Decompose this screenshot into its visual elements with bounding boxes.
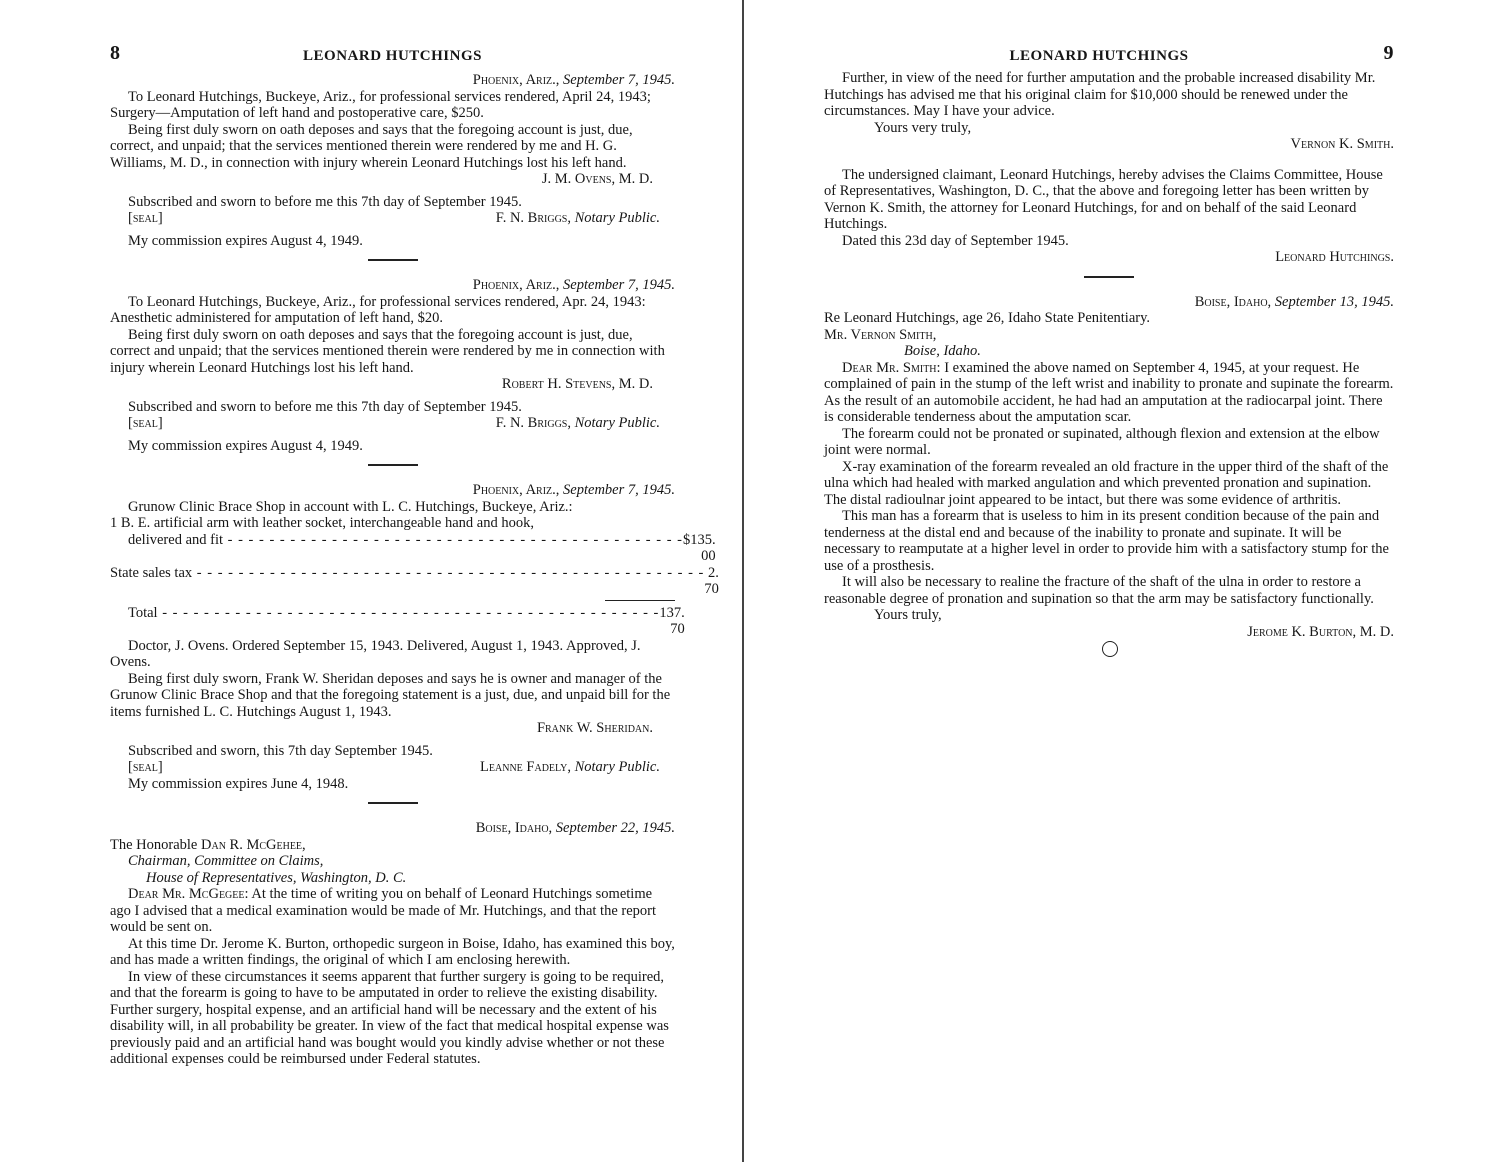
bill-item-label: delivered and fit [128,531,224,548]
notary-name: F. N. Briggs, [495,210,571,226]
bill-total-amount: 137. 70 [659,604,685,637]
dateline-place: Boise, Idaho, [1194,293,1272,310]
paragraph: Being first duly sworn on oath deposes and says that the foregoing account is just, due, correct, and unpaid; that the services mentioned therein were rendered by me and H. G. Williams, M. D., in connection with injury wherein Leonard Hutchings lost his left hand. [110,121,633,171]
paragraph: Further, in view of the need for further amputation and the probable increased disability Mr. Hutchings has advised me that his original claim for $10,000 should be renewed under the circumstances. May I have your advice. [824,70,1376,119]
section-divider [1084,276,1134,278]
dateline-date: September 22, 1945. [555,820,675,836]
paragraph: In view of these circumstances it seems apparent that further surgery is going to be required, and that the forearm is going to have to be amputated in order to relieve the existing disability. Further surgery, hospital expense, and an artificial hand will be necessary and the extent of his disability will, in all probability be greater. In view of the fact that medical hospital expense was previously paid and an artificial hand was bought would you kindly advise whether or not these additional expenses could be reimbursed under Federal statutes. [110,968,669,1067]
left-page-header [110,44,675,70]
addressee-prefix: The Honorable [110,836,198,853]
notary-title: Notary Public. [574,415,660,431]
salutation: Dear Mr. McGegee: [128,886,249,902]
left-page [0,0,742,1162]
dateline-place: Phoenix, Ariz., [472,277,560,293]
bill-tax-amount: 2. 70 [704,564,719,597]
signature: Leonard Hutchings. [1275,249,1394,265]
total-rule [605,600,675,601]
right-page-header [824,44,1394,70]
notary-name: F. N. Briggs, [495,415,571,431]
closing: Yours very truly, [874,119,972,136]
signature: Robert H. Stevens, M. D. [501,376,653,392]
paragraph: Being first duly sworn on oath deposes and says that the foregoing account is just, due, correct and unpaid; that the services mentioned therein were rendered by me in connection with injury wherein Leonard Hutchings lost his left hand. [110,326,665,376]
running-head: LEONARD HUTCHINGS [303,48,482,64]
paragraph-text: At the time of writing you on behalf of Leonard Hutchings sometime ago I advised that a medical examination would be made of Mr. Hutchings, and that the report would be sent on. [110,886,657,935]
paragraph: This man has a forearm that is useless to him in its present condition because of the pain and tenderness at the distal end and because of the inability to pronate and supinate. It will be necessary to reamputate at a higher level in order to provide him with a satisfactory stump for the use of a prosthesis. [824,508,1389,574]
paragraph: To Leonard Hutchings, Buckeye, Ariz., for professional services rendered, Apr. 24, 1943: Anesthetic administered for amputation of left hand, $20. [110,293,646,326]
addressee-line: Chairman, Committee on Claims, [128,853,324,869]
notary-row [128,759,675,776]
paragraph [824,360,1394,426]
salutation: Dear Mr. Smith: [842,359,941,376]
section-divider [368,259,418,261]
signature: Vernon K. Smith. [1290,136,1394,152]
notary-title: Notary Public. [574,759,660,775]
bill-item-label: 1 B. E. artificial arm with leather socket, interchangeable hand and hook, [110,515,534,531]
re-line: Re Leonard Hutchings, age 26, Idaho State Penitentiary. [824,310,1151,326]
dated-line: Dated this 23d day of September 1945. [842,232,1069,249]
commission-line: My commission expires August 4, 1949. [128,232,363,249]
notary-row [128,210,675,227]
dateline [110,277,675,294]
addressee-name: Dan R. McGehee, [201,836,306,853]
paragraph: X-ray examination of the forearm revealed an old fracture in the upper third of the shaft of the ulna which had healed with marked angulation and which prevented pronation and supination. The distal radioulnar joint appeared to be intact, but there was some evidence of arthritis. [824,458,1389,508]
bill-total: Total - - - - - - - - - - - - - - - - - - - - - - - - - - - - - - - - - - - - - - - - - - - - - - - - 137. 70 [128,604,685,637]
notary-row [128,415,675,432]
paragraph: The forearm could not be pronated or supinated, although flexion and extension at the elbow joint were normal. [824,425,1380,458]
signature: J. M. Ovens, M. D. [541,171,653,187]
seal: [seal] [128,759,163,775]
circle-mark-icon [1102,641,1118,657]
bill-item-amount: $135. 00 [682,531,716,564]
paragraph: It will also be necessary to realine the fracture of the shaft of the ulna in order to restore a reasonable degree of pronation and supination so that the arm may be satisfactory functionally. [824,574,1374,607]
dateline [110,482,675,499]
dateline-place: Boise, Idaho, [475,820,553,836]
dateline-date: September 7, 1945. [563,72,675,88]
bill-total-label: Total [128,604,158,621]
closing: Yours truly, [874,607,942,623]
paragraph: The undersigned claimant, Leonard Hutchings, hereby advises the Claims Committee, House of Representatives, Washington, D. C., that the above and foregoing letter has been written by Vernon K. Smith, the attorney for Leonard Hutchings, for and on behalf of the said Leonard Hutchings. [824,166,1383,232]
paragraph: At this time Dr. Jerome K. Burton, orthopedic surgeon in Boise, Idaho, has examined this boy, and has made a written findings, the original of which I am enclosing herewith. [110,935,675,968]
right-page-content [824,44,1394,640]
page-number: 8 [110,42,121,64]
paragraph [110,886,675,936]
seal: [seal] [128,210,163,226]
dateline-place: Phoenix, Ariz., [472,482,560,498]
dateline-date: September 7, 1945. [563,277,675,293]
section-divider [368,464,418,466]
dateline-date: September 13, 1945. [1274,293,1394,310]
left-page-content [110,42,719,1068]
commission-line: My commission expires August 4, 1949. [128,437,363,454]
notary-name: Leanne Fadely, [480,759,571,775]
paragraph: Being first duly sworn, Frank W. Sheridan deposes and says he is owner and manager of the Grunow Clinic Brace Shop and that the foregoing statement is a just, due, and unpaid bill for the items furnished L. C. Hutchings August 1, 1943. [110,670,671,720]
paragraph: Doctor, J. Ovens. Ordered September 15, 1943. Delivered, August 1, 1943. Approved, J. Ovens. [110,637,641,670]
paragraph: Grunow Clinic Brace Shop in account with L. C. Hutchings, Buckeye, Ariz.: [128,498,573,515]
dateline [824,294,1394,311]
addressee-line [110,837,675,854]
seal: [seal] [128,415,163,431]
subscribed-line: Subscribed and sworn to before me this 7th day of September 1945. [128,398,522,415]
section-divider [368,802,418,804]
signature: Frank W. Sheridan. [536,720,653,736]
dateline [110,820,675,837]
right-page [742,0,1488,1162]
paragraph-text: I examined the above named on September 4, 1945, at your request. He complained of pain in the stump of the left wrist and inability to pronate and supinate the forearm. As the result of an automobile accident, he had had an amputation at the radiocarpal joint. There is considerable tenderness about the amputation scar. [824,359,1394,425]
dateline-place: Phoenix, Ariz., [472,72,560,88]
dateline-date: September 7, 1945. [563,482,675,498]
bill-item: delivered and fit - - - - - - - - - - - - - - - - - - - - - - - - - - - - - - - - - - - - - - - - - - - - $135. 00 [128,531,716,564]
subscribed-line: Subscribed and sworn, this 7th day September 1945. [128,742,433,759]
signature: Jerome K. Burton, M. D. [1247,623,1394,640]
dateline [110,72,675,89]
bill-item [110,515,675,532]
paragraph: To Leonard Hutchings, Buckeye, Ariz., for professional services rendered, April 24, 1943; Surgery—Amputation of left hand and postoperative care, $250. [110,88,651,121]
bill-tax-label: State sales tax [110,564,193,581]
subscribed-line: Subscribed and sworn to before me this 7th day of September 1945. [128,193,522,210]
page-number: 9 [1383,42,1394,64]
bill-tax: State sales tax - - - - - - - - - - - - - - - - - - - - - - - - - - - - - - - - - - - - - - - - - - - - - - - - - 2. 70 [110,564,719,597]
notary-title: Notary Public. [574,210,660,226]
bill-table [110,515,719,638]
addressee-line: House of Representatives, Washington, D. C. [146,869,407,886]
commission-line: My commission expires June 4, 1948. [128,775,349,792]
running-head: LEONARD HUTCHINGS [1009,48,1189,64]
addressee-line: Boise, Idaho. [904,343,981,359]
addressee-line: Mr. Vernon Smith, [824,326,937,343]
